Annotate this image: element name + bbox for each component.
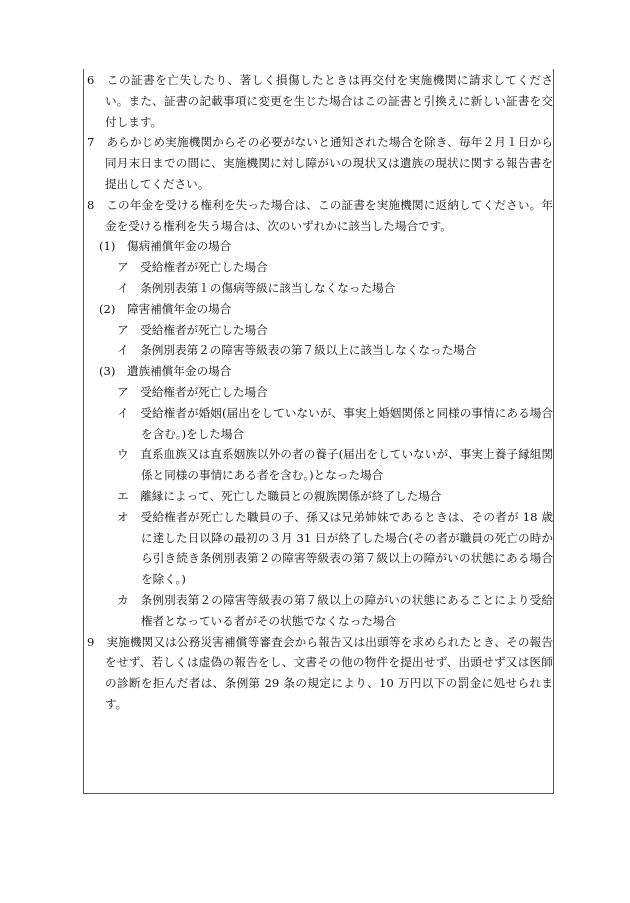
subitem-1-i: イ 条例別表第１の傷病等級に該当しなくなった場合	[117, 280, 396, 295]
subitem-3-e: エ 離縁によって、死亡した職員との親族関係が終了した場合	[117, 488, 442, 503]
subitem-2-i: イ 条例別表第２の障害等級表の第７級以上に該当しなくなった場合	[117, 343, 477, 358]
subitem-2-heading: (2) 障害補償年金の場合	[99, 301, 232, 316]
item-6: 6 この証書を亡失したり、著しく損傷したときは再交付を実施機関に請求してください。また、証書の記載事項に変更を生じた場合はこの証書と引換えに新しい証書を交付します。	[87, 73, 553, 129]
item-8: 8 この年金を受ける権利を失った場合は、この証書を実施機関に返納してください。年金を受ける権利を失う場合は、次のいずれかに該当した場合です。	[87, 197, 553, 233]
subitem-3-o: オ 受給権者が死亡した職員の子、孫又は兄弟姉妹であるときは、その者が 18 歳に達した日以降の最初の３月 31 日が終了した場合(その者が職員の死亡の時から引き続き条例別表第２の障害等級表の第７級以上の障がいの状態にある場合を除く。)	[117, 509, 553, 587]
item-7: 7 あらかじめ実施機関からその必要がないと通知された場合を除き、毎年２月１日から同月末日までの間に、実施機関に対し障がいの現状又は遺族の現状に関する報告書を提出してください。	[87, 135, 553, 191]
subitem-3-u: ウ 直系血族又は直系姻族以外の者の養子(届出をしていないが、事実上養子縁組関係と同様の事情にある者を含む。)となった場合	[117, 447, 553, 483]
notice-body	[87, 70, 553, 715]
subitem-3-a: ア 受給権者が死亡した場合	[117, 384, 268, 399]
subitem-3-heading: (3) 遺族補償年金の場合	[99, 364, 232, 379]
subitem-3-i: イ 受給権者が婚姻(届出をしていないが、事実上婚姻関係と同様の事情にある場合を含む。)をした場合	[117, 405, 553, 441]
subitem-1-heading: (1) 傷病補償年金の場合	[99, 239, 232, 254]
subitem-3-ka: カ 条例別表第２の障害等級表の第７級以上の障がいの状態にあることにより受給権者となっている者がその状態でなくなった場合	[117, 592, 553, 628]
subitem-1-a: ア 受給権者が死亡した場合	[117, 260, 268, 275]
subitem-2-a: ア 受給権者が死亡した場合	[117, 322, 268, 337]
item-9: 9 実施機関又は公務災害補償等審査会から報告又は出頭等を求められたとき、その報告をせず、若しくは虚偽の報告をし、文書その他の物件を提出せず、出頭せず又は医師の診断を拒んだ者は、条例第 29 条の規定により、10 万円以下の罰金に処せられます。	[87, 634, 553, 711]
